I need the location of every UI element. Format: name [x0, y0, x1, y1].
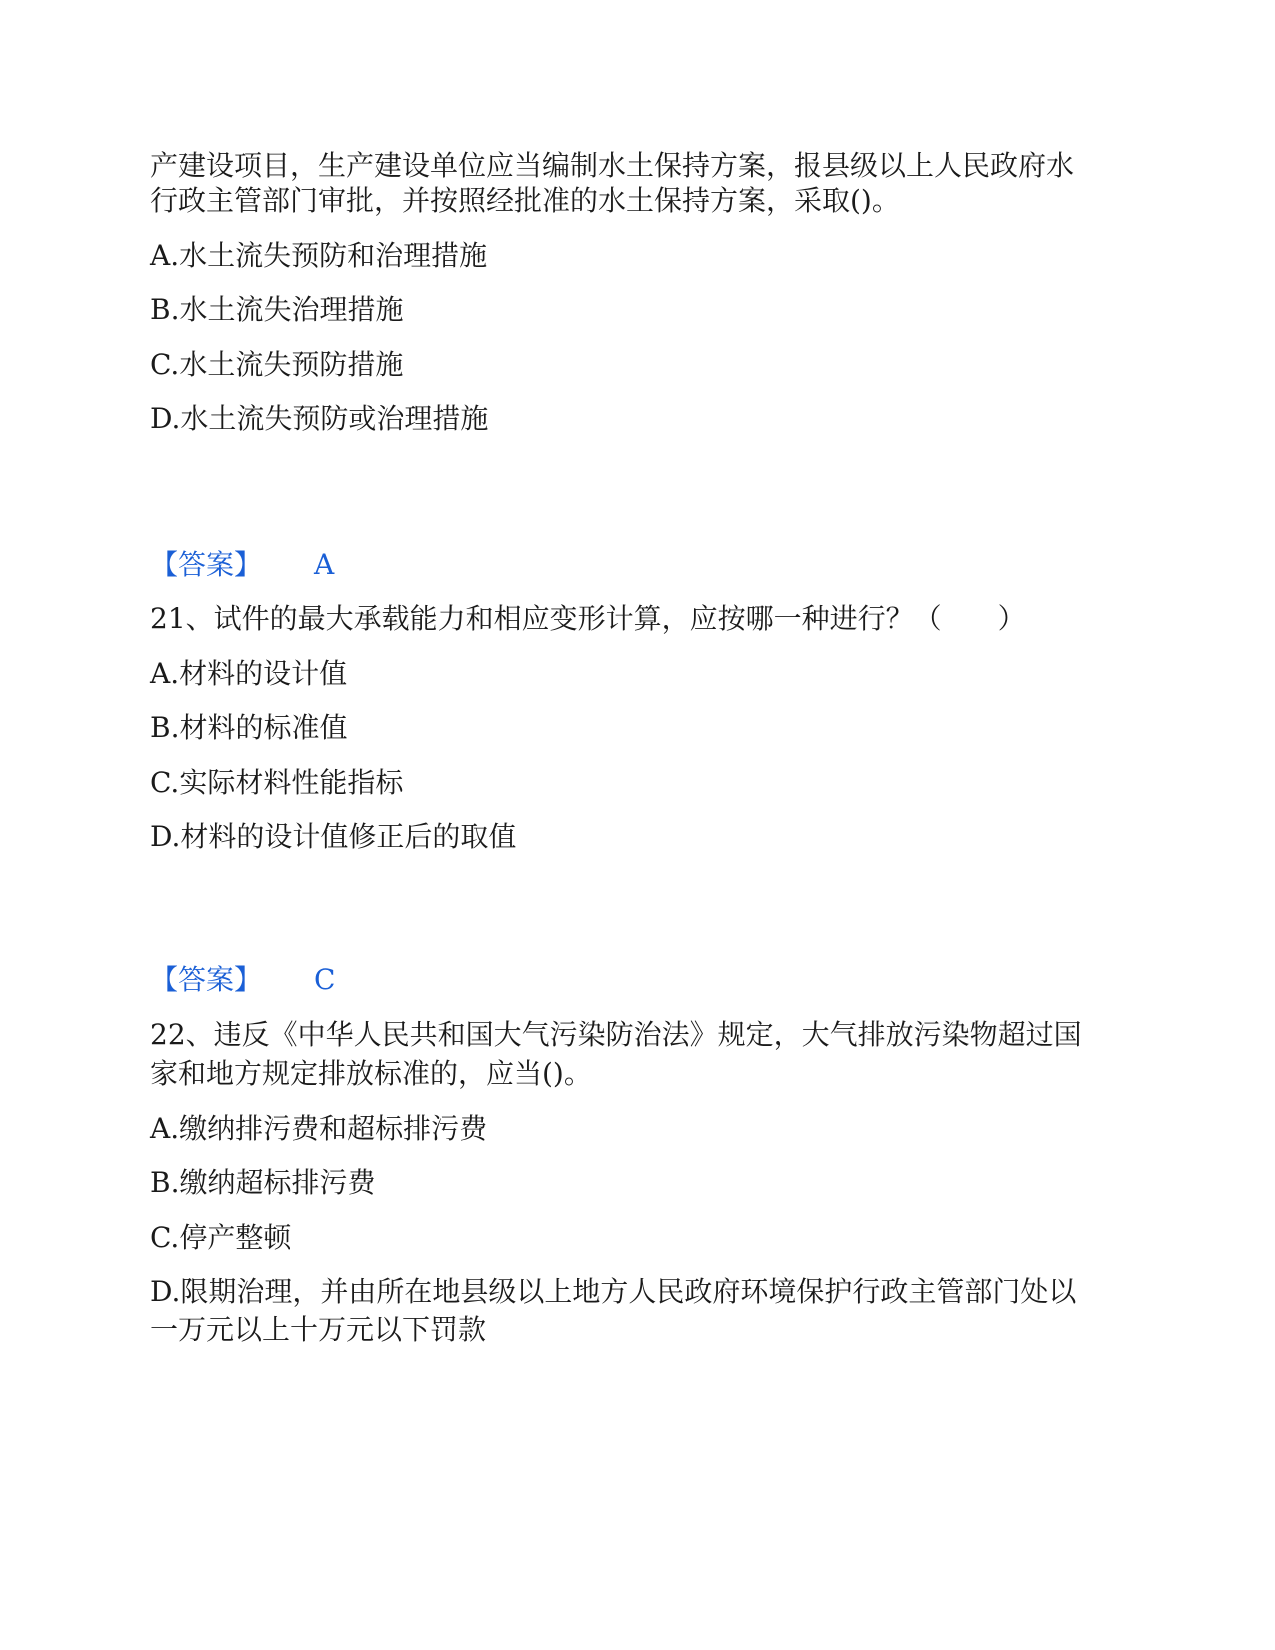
q20-option-c: C.水土流失预防措施	[150, 348, 404, 381]
q22-stem-line-1: 22、违反《中华人民共和国大气污染防治法》规定，大气排放污染物超过国	[150, 1018, 1082, 1051]
q20-option-d: D.水土流失预防或治理措施	[150, 402, 489, 435]
q22-option-c: C.停产整顿	[150, 1221, 292, 1254]
answer-value: A	[314, 548, 335, 581]
answer-value: C	[314, 963, 336, 996]
q21-option-c: C.实际材料性能指标	[150, 766, 404, 799]
q21-option-d: D.材料的设计值修正后的取值	[150, 820, 517, 853]
q22-stem-line-2: 家和地方规定排放标准的，应当()。	[150, 1057, 592, 1090]
q20-stem-line-2: 行政主管部门审批，并按照经批准的水土保持方案，采取()。	[150, 184, 900, 217]
q20-option-a: A.水土流失预防和治理措施	[150, 239, 488, 272]
q21-option-a: A.材料的设计值	[150, 657, 348, 690]
answer-label: 【答案】	[150, 548, 263, 581]
q21-option-b: B.材料的标准值	[150, 711, 348, 744]
q20-option-b: B.水土流失治理措施	[150, 293, 404, 326]
q20-stem-line-1: 产建设项目，生产建设单位应当编制水土保持方案，报县级以上人民政府水	[150, 149, 1075, 182]
q22-option-a: A.缴纳排污费和超标排污费	[150, 1112, 488, 1145]
q22-option-b: B.缴纳超标排污费	[150, 1166, 376, 1199]
q21-answer	[150, 960, 335, 1000]
q21-stem-line-1: 21、试件的最大承载能力和相应变形计算，应按哪一种进行？（ ）	[150, 602, 1026, 635]
answer-label: 【答案】	[150, 963, 263, 996]
q20-answer	[150, 545, 334, 585]
q22-option-d-line-1: D.限期治理，并由所在地县级以上地方人民政府环境保护行政主管部门处以	[150, 1275, 1077, 1308]
q22-option-d-line-2: 一万元以上十万元以下罚款	[150, 1313, 487, 1346]
